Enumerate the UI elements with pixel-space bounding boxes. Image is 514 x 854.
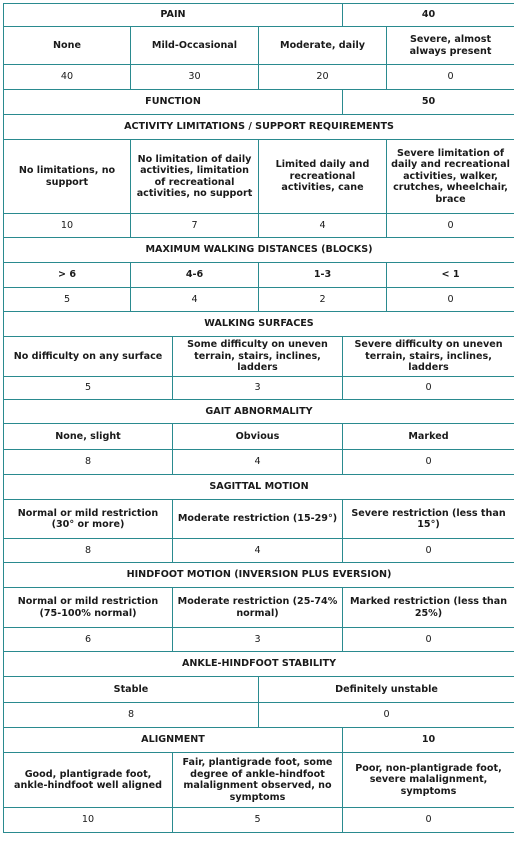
score-cell: 0	[259, 703, 514, 728]
option-row	[4, 140, 514, 214]
score-cell: 8	[4, 539, 173, 563]
option-cell: None, slight	[4, 424, 173, 450]
score-row	[4, 288, 514, 312]
score-cell: 5	[173, 808, 343, 833]
option-cell: Mild-Occasional	[131, 27, 259, 65]
option-cell: Poor, non-plantigrade foot, severe malalignment, symptoms	[343, 753, 514, 808]
section-title: ALIGNMENT	[4, 728, 343, 753]
score-row	[4, 65, 514, 90]
score-row	[4, 377, 514, 400]
option-cell: Normal or mild restriction (30° or more)	[4, 500, 173, 539]
section-hindfoot-motion-header	[4, 563, 514, 588]
section-sagittal-motion-header	[4, 475, 514, 500]
score-cell: 20	[259, 65, 387, 90]
score-cell: 0	[387, 65, 514, 90]
score-cell: 40	[4, 65, 131, 90]
option-row	[4, 588, 514, 628]
section-stability-header	[4, 652, 514, 677]
section-points: 50	[343, 90, 514, 115]
score-cell: 0	[343, 628, 514, 652]
section-title: PAIN	[4, 4, 343, 27]
section-points: 40	[343, 4, 514, 27]
score-cell: 10	[4, 214, 131, 238]
score-cell: 5	[4, 288, 131, 312]
section-title: GAIT ABNORMALITY	[4, 400, 514, 424]
section-title: ANKLE-HINDFOOT STABILITY	[4, 652, 514, 677]
option-row	[4, 27, 514, 65]
option-cell: Severe restriction (less than 15°)	[343, 500, 514, 539]
option-cell: Severe limitation of daily and recreational activities, walker, crutches, wheelchair, brace	[387, 140, 514, 214]
score-cell: 6	[4, 628, 173, 652]
option-cell: Good, plantigrade foot, ankle-hindfoot well aligned	[4, 753, 173, 808]
score-cell: 8	[4, 703, 259, 728]
option-cell: 4-6	[131, 263, 259, 288]
option-cell: No difficulty on any surface	[4, 337, 173, 377]
section-walking-distance-header	[4, 238, 514, 263]
ankle-hindfoot-score-table	[3, 3, 514, 833]
section-alignment-header	[4, 728, 514, 753]
option-row	[4, 263, 514, 288]
score-cell: 30	[131, 65, 259, 90]
score-row	[4, 539, 514, 563]
section-title: HINDFOOT MOTION (INVERSION PLUS EVERSION)	[4, 563, 514, 588]
score-cell: 0	[343, 450, 514, 475]
option-cell: 1-3	[259, 263, 387, 288]
section-pain-header	[4, 4, 514, 27]
option-cell: Fair, plantigrade foot, some degree of ankle-hindfoot malalignment observed, no symptoms	[173, 753, 343, 808]
score-cell: 3	[173, 377, 343, 400]
section-title: MAXIMUM WALKING DISTANCES (BLOCKS)	[4, 238, 514, 263]
option-cell: Marked restriction (less than 25%)	[343, 588, 514, 628]
option-cell: Moderate restriction (25-74% normal)	[173, 588, 343, 628]
option-cell: Severe, almost always present	[387, 27, 514, 65]
score-row	[4, 214, 514, 238]
section-function-header	[4, 90, 514, 115]
option-row	[4, 500, 514, 539]
score-row	[4, 450, 514, 475]
option-row	[4, 424, 514, 450]
option-cell: None	[4, 27, 131, 65]
option-cell: Limited daily and recreational activities, cane	[259, 140, 387, 214]
score-cell: 10	[4, 808, 173, 833]
option-cell: Moderate, daily	[259, 27, 387, 65]
score-cell: 0	[343, 808, 514, 833]
score-cell: 0	[343, 377, 514, 400]
section-walking-surfaces-header	[4, 312, 514, 337]
option-cell: Stable	[4, 677, 259, 703]
section-title: WALKING SURFACES	[4, 312, 514, 337]
option-cell: > 6	[4, 263, 131, 288]
score-row	[4, 703, 514, 728]
option-cell: < 1	[387, 263, 514, 288]
score-cell: 4	[259, 214, 387, 238]
score-cell: 0	[387, 214, 514, 238]
score-cell: 8	[4, 450, 173, 475]
score-cell: 4	[173, 450, 343, 475]
section-points: 10	[343, 728, 514, 753]
option-cell: Definitely unstable	[259, 677, 514, 703]
section-title: ACTIVITY LIMITATIONS / SUPPORT REQUIREMENTS	[4, 115, 514, 140]
score-cell: 4	[173, 539, 343, 563]
score-cell: 0	[387, 288, 514, 312]
section-title: SAGITTAL MOTION	[4, 475, 514, 500]
section-title: FUNCTION	[4, 90, 343, 115]
option-cell: No limitations, no support	[4, 140, 131, 214]
score-cell: 4	[131, 288, 259, 312]
score-cell: 0	[343, 539, 514, 563]
option-row	[4, 337, 514, 377]
score-row	[4, 628, 514, 652]
score-row	[4, 808, 514, 833]
option-cell: No limitation of daily activities, limitation of recreational activities, no support	[131, 140, 259, 214]
score-cell: 5	[4, 377, 173, 400]
section-gait-abnormality-header	[4, 400, 514, 424]
option-cell: Marked	[343, 424, 514, 450]
option-cell: Some difficulty on uneven terrain, stairs, inclines, ladders	[173, 337, 343, 377]
option-cell: Obvious	[173, 424, 343, 450]
score-cell: 2	[259, 288, 387, 312]
option-cell: Severe difficulty on uneven terrain, stairs, inclines, ladders	[343, 337, 514, 377]
score-cell: 7	[131, 214, 259, 238]
score-cell: 3	[173, 628, 343, 652]
option-row	[4, 753, 514, 808]
option-cell: Normal or mild restriction (75-100% normal)	[4, 588, 173, 628]
option-row	[4, 677, 514, 703]
section-activity-limitations-header	[4, 115, 514, 140]
option-cell: Moderate restriction (15-29°)	[173, 500, 343, 539]
